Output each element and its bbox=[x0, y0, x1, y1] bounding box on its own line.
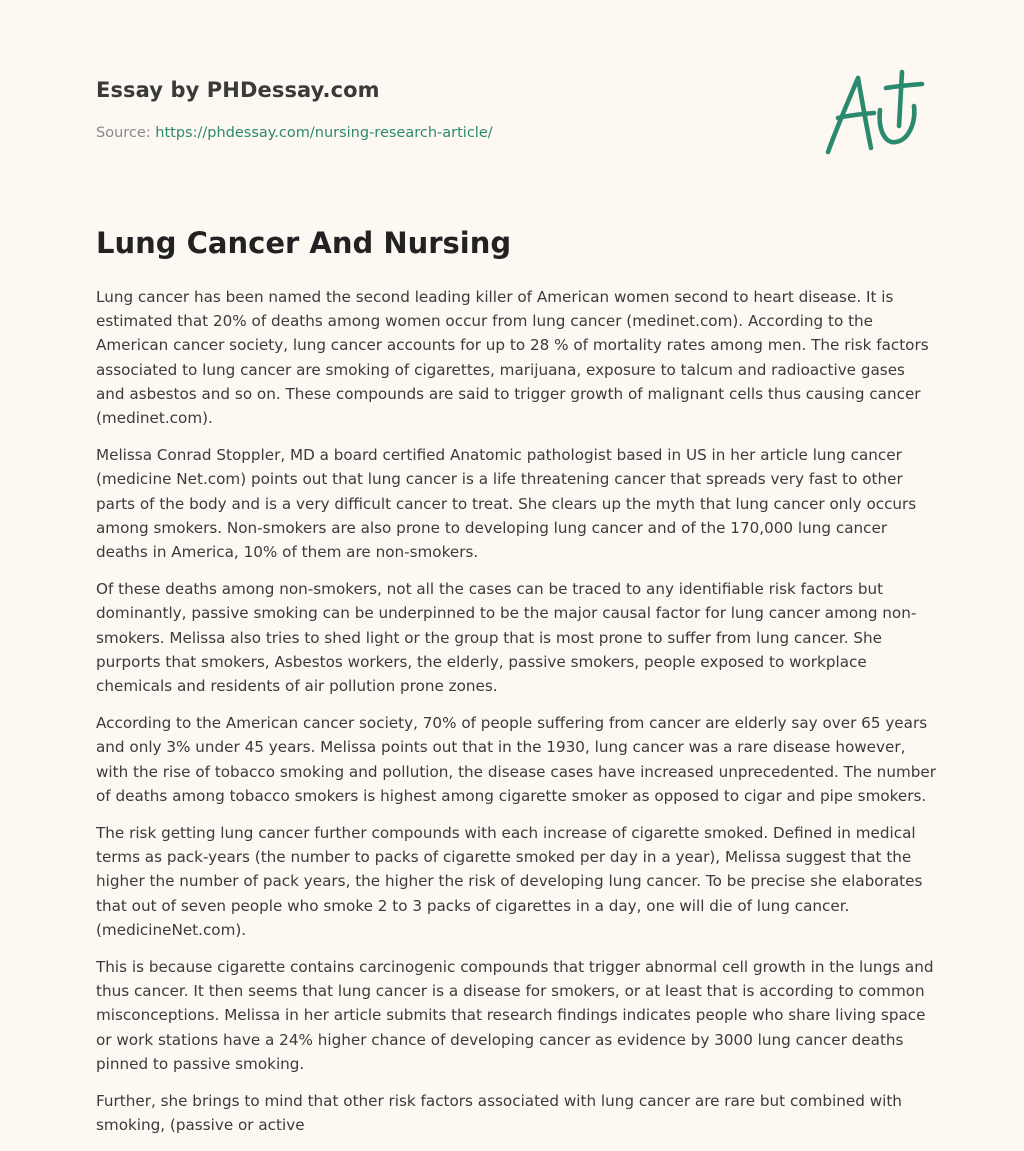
essay-paragraph: Further, she brings to mind that other risk factors associated with lung cancer are rare but combined with smoking, (passive or active bbox=[96, 1092, 902, 1135]
a-plus-grade-logo-icon bbox=[822, 68, 926, 160]
essay-paragraph: Of these deaths among non-smokers, not all the cases can be traced to any identifiable risk factors but dominantly, passive smoking can be underpinned to be the major causal factor for lung cancer among non-smokers. Melissa also tries to shed light or the group that is most prone to suffer from lung cancer. She purports that smokers, Asbestos workers, the elderly, passive smokers, people exposed to workplace chemicals and residents of air pollution prone zones. bbox=[96, 580, 917, 696]
essay-body bbox=[96, 285, 936, 1151]
essay-paragraph: This is because cigarette contains carcinogenic compounds that trigger abnormal cell growth in the lungs and thus cancer. It then seems that lung cancer is a disease for smokers, or at least that is according to common misconceptions. Melissa in her article submits that research findings indicates people who share living space or work stations have a 24% higher chance of developing cancer as evidence by 3000 lung cancer deaths pinned to passive smoking. bbox=[96, 958, 934, 1073]
essay-paragraph: The risk getting lung cancer further compounds with each increase of cigarette smoked. Defined in medical terms as pack-years (the number to packs of cigarette smoked per day in a year), Melissa suggest that the higher the number of pack years, the higher the risk of developing lung cancer. To be precise she elaborates that out of seven people who smoke 2 to 3 packs of cigarettes in a day, one will die of lung cancer. (medicineNet.com). bbox=[96, 824, 923, 939]
essay-paragraph: According to the American cancer society, 70% of people suffering from cancer are elderly say over 65 years and only 3% under 45 years. Melissa points out that in the 1930, lung cancer was a rare disease however, with the rise of tobacco smoking and pollution, the disease cases have increased unprecedented. The number of deaths among tobacco smokers is highest among cigarette smoker as opposed to cigar and pipe smokers. bbox=[96, 714, 936, 805]
source-line bbox=[96, 125, 493, 141]
source-link[interactable]: https://phdessay.com/nursing-research-article/ bbox=[155, 125, 493, 141]
essay-paragraph: Melissa Conrad Stoppler, MD a board certified Anatomic pathologist based in US in her article lung cancer (medicine Net.com) points out that lung cancer is a life threatening cancer that spreads very fast to other parts of the body and is a very difficult cancer to treat. She clears up the myth that lung cancer only occurs among smokers. Non-smokers are also prone to developing lung cancer and of the 170,000 lung cancer deaths in America, 10% of them are non-smokers. bbox=[96, 446, 917, 562]
site-title: Essay by PHDessay.com bbox=[96, 78, 380, 102]
source-label: Source: bbox=[96, 125, 156, 141]
essay-paragraph: Lung cancer has been named the second leading killer of American women second to heart disease. It is estimated that 20% of deaths among women occur from lung cancer (medinet.com). According to the American cancer society, lung cancer accounts for up to 28 % of mortality rates among men. The risk factors associated to lung cancer are smoking of cigarettes, marijuana, exposure to talcum and radioactive gases and asbestos and so on. These compounds are said to trigger growth of malignant cells thus causing cancer (medinet.com). bbox=[96, 288, 929, 428]
page-header bbox=[96, 74, 936, 174]
essay-title: Lung Cancer And Nursing bbox=[96, 226, 512, 260]
